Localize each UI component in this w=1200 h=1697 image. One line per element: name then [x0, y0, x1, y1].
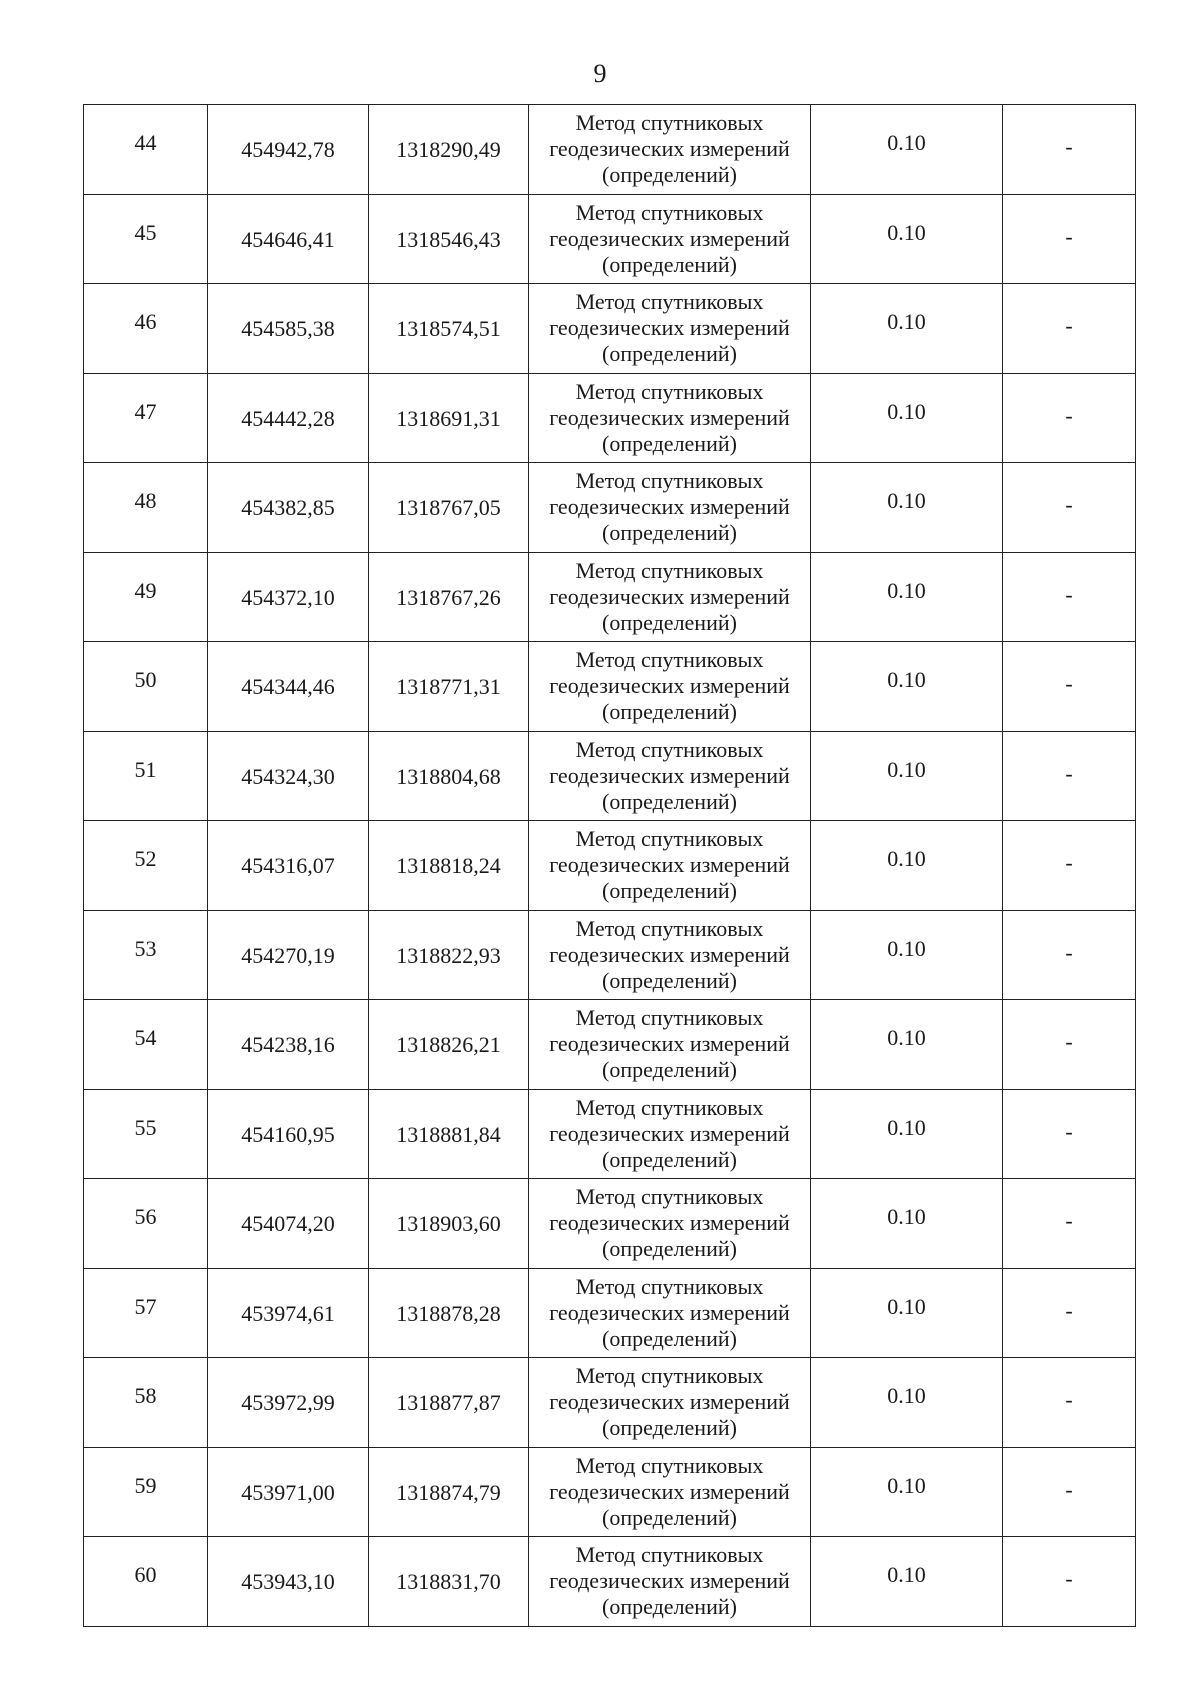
- accuracy-cell: 0.10: [811, 642, 1003, 732]
- method-cell: [529, 373, 811, 463]
- y-coordinate-cell: 1318574,51: [369, 284, 529, 374]
- point-number-cell: 60: [84, 1537, 208, 1627]
- table-row: [84, 731, 1136, 821]
- point-number-cell: 48: [84, 463, 208, 553]
- y-coordinate-cell: 1318826,21: [369, 1000, 529, 1090]
- note-cell: -: [1003, 284, 1136, 374]
- note-cell: -: [1003, 1537, 1136, 1627]
- method-cell: [529, 1358, 811, 1448]
- y-coordinate-cell: 1318546,43: [369, 194, 529, 284]
- coordinates-table: [83, 104, 1136, 1627]
- method-cell: [529, 1179, 811, 1269]
- method-text-line: Метод спутниковых: [575, 1184, 764, 1210]
- point-number-cell: 52: [84, 821, 208, 911]
- method-text-line: геодезических измерений: [549, 1389, 790, 1415]
- note-cell: -: [1003, 642, 1136, 732]
- note-cell: -: [1003, 1358, 1136, 1448]
- method-text-line: Метод спутниковых: [575, 1363, 764, 1389]
- x-coordinate-cell: 454585,38: [208, 284, 369, 374]
- table-row: [84, 373, 1136, 463]
- table-row: [84, 463, 1136, 553]
- method-text-line: Метод спутниковых: [575, 647, 764, 673]
- method-text-line: (определений): [602, 1057, 737, 1083]
- method-text-line: Метод спутниковых: [575, 289, 764, 315]
- accuracy-cell: 0.10: [811, 1000, 1003, 1090]
- method-text-line: (определений): [602, 699, 737, 725]
- y-coordinate-cell: 1318877,87: [369, 1358, 529, 1448]
- method-text-line: (определений): [602, 788, 737, 814]
- accuracy-cell: 0.10: [811, 105, 1003, 195]
- note-cell: -: [1003, 910, 1136, 1000]
- coordinates-table-body: [84, 105, 1136, 1627]
- y-coordinate-cell: 1318771,31: [369, 642, 529, 732]
- y-coordinate-cell: 1318818,24: [369, 821, 529, 911]
- y-coordinate-cell: 1318691,31: [369, 373, 529, 463]
- x-coordinate-cell: 454238,16: [208, 1000, 369, 1090]
- page-number: 9: [593, 59, 607, 88]
- method-text-line: (определений): [602, 1504, 737, 1530]
- accuracy-cell: 0.10: [811, 373, 1003, 463]
- point-number-cell: 51: [84, 731, 208, 821]
- method-cell: [529, 463, 811, 553]
- method-cell: [529, 821, 811, 911]
- method-cell: [529, 1000, 811, 1090]
- method-cell: [529, 910, 811, 1000]
- table-row: [84, 1358, 1136, 1448]
- note-cell: -: [1003, 194, 1136, 284]
- y-coordinate-cell: 1318831,70: [369, 1537, 529, 1627]
- y-coordinate-cell: 1318290,49: [369, 105, 529, 195]
- table-row: [84, 1447, 1136, 1537]
- y-coordinate-cell: 1318767,05: [369, 463, 529, 553]
- method-text-line: Метод спутниковых: [575, 915, 764, 941]
- accuracy-cell: 0.10: [811, 1358, 1003, 1448]
- method-cell: [529, 1447, 811, 1537]
- point-number-cell: 49: [84, 552, 208, 642]
- point-number-cell: 50: [84, 642, 208, 732]
- method-text-line: геодезических измерений: [549, 583, 790, 609]
- table-row: [84, 1268, 1136, 1358]
- method-text-line: (определений): [602, 1325, 737, 1351]
- method-text-line: Метод спутниковых: [575, 826, 764, 852]
- accuracy-cell: 0.10: [811, 1447, 1003, 1537]
- accuracy-cell: 0.10: [811, 731, 1003, 821]
- accuracy-cell: 0.10: [811, 284, 1003, 374]
- method-cell: [529, 1268, 811, 1358]
- x-coordinate-cell: 454324,30: [208, 731, 369, 821]
- note-cell: -: [1003, 373, 1136, 463]
- x-coordinate-cell: 454442,28: [208, 373, 369, 463]
- y-coordinate-cell: 1318804,68: [369, 731, 529, 821]
- x-coordinate-cell: 454646,41: [208, 194, 369, 284]
- accuracy-cell: 0.10: [811, 821, 1003, 911]
- table-row: [84, 105, 1136, 195]
- note-cell: -: [1003, 552, 1136, 642]
- point-number-cell: 46: [84, 284, 208, 374]
- table-row: [84, 642, 1136, 732]
- accuracy-cell: 0.10: [811, 910, 1003, 1000]
- method-text-line: (определений): [602, 967, 737, 993]
- method-cell: [529, 1089, 811, 1179]
- note-cell: -: [1003, 1447, 1136, 1537]
- method-text-line: геодезических измерений: [549, 494, 790, 520]
- y-coordinate-cell: 1318903,60: [369, 1179, 529, 1269]
- accuracy-cell: 0.10: [811, 1268, 1003, 1358]
- accuracy-cell: 0.10: [811, 194, 1003, 284]
- y-coordinate-cell: 1318878,28: [369, 1268, 529, 1358]
- x-coordinate-cell: 454316,07: [208, 821, 369, 911]
- method-text-line: геодезических измерений: [549, 225, 790, 251]
- x-coordinate-cell: 454160,95: [208, 1089, 369, 1179]
- table-row: [84, 194, 1136, 284]
- method-text-line: геодезических измерений: [549, 1120, 790, 1146]
- point-number-cell: 58: [84, 1358, 208, 1448]
- accuracy-cell: 0.10: [811, 463, 1003, 553]
- method-text-line: геодезических измерений: [549, 852, 790, 878]
- method-text-line: геодезических измерений: [549, 1478, 790, 1504]
- method-text-line: Метод спутниковых: [575, 1005, 764, 1031]
- table-row: [84, 1000, 1136, 1090]
- method-cell: [529, 552, 811, 642]
- method-text-line: Метод спутниковых: [575, 378, 764, 404]
- method-text-line: геодезических измерений: [549, 136, 790, 162]
- method-text-line: (определений): [602, 162, 737, 188]
- method-text-line: геодезических измерений: [549, 941, 790, 967]
- point-number-cell: 44: [84, 105, 208, 195]
- method-cell: [529, 1537, 811, 1627]
- note-cell: -: [1003, 1000, 1136, 1090]
- method-cell: [529, 194, 811, 284]
- method-text-line: Метод спутниковых: [575, 1094, 764, 1120]
- point-number-cell: 55: [84, 1089, 208, 1179]
- method-text-line: Метод спутниковых: [575, 1542, 764, 1568]
- accuracy-cell: 0.10: [811, 1179, 1003, 1269]
- method-text-line: геодезических измерений: [549, 762, 790, 788]
- point-number-cell: 45: [84, 194, 208, 284]
- method-text-line: (определений): [602, 1594, 737, 1620]
- method-text-line: геодезических измерений: [549, 673, 790, 699]
- table-row: [84, 821, 1136, 911]
- method-text-line: (определений): [602, 430, 737, 456]
- accuracy-cell: 0.10: [811, 1089, 1003, 1179]
- method-text-line: Метод спутниковых: [575, 1273, 764, 1299]
- table-row: [84, 1179, 1136, 1269]
- method-text-line: Метод спутниковых: [575, 110, 764, 136]
- method-text-line: (определений): [602, 1236, 737, 1262]
- method-text-line: геодезических измерений: [549, 1568, 790, 1594]
- point-number-cell: 57: [84, 1268, 208, 1358]
- method-text-line: геодезических измерений: [549, 1299, 790, 1325]
- y-coordinate-cell: 1318874,79: [369, 1447, 529, 1537]
- x-coordinate-cell: 454942,78: [208, 105, 369, 195]
- method-text-line: Метод спутниковых: [575, 736, 764, 762]
- x-coordinate-cell: 453972,99: [208, 1358, 369, 1448]
- x-coordinate-cell: 453974,61: [208, 1268, 369, 1358]
- method-text-line: (определений): [602, 1415, 737, 1441]
- table-row: [84, 1089, 1136, 1179]
- x-coordinate-cell: 453971,00: [208, 1447, 369, 1537]
- method-text-line: Метод спутниковых: [575, 199, 764, 225]
- note-cell: -: [1003, 731, 1136, 821]
- note-cell: -: [1003, 1179, 1136, 1269]
- method-text-line: Метод спутниковых: [575, 468, 764, 494]
- method-text-line: (определений): [602, 341, 737, 367]
- table-row: [84, 284, 1136, 374]
- method-text-line: (определений): [602, 1146, 737, 1172]
- method-text-line: геодезических измерений: [549, 1031, 790, 1057]
- x-coordinate-cell: 454382,85: [208, 463, 369, 553]
- accuracy-cell: 0.10: [811, 1537, 1003, 1627]
- table-row: [84, 552, 1136, 642]
- point-number-cell: 54: [84, 1000, 208, 1090]
- method-text-line: геодезических измерений: [549, 315, 790, 341]
- x-coordinate-cell: 454344,46: [208, 642, 369, 732]
- method-text-line: (определений): [602, 878, 737, 904]
- table-row: [84, 1537, 1136, 1627]
- note-cell: -: [1003, 105, 1136, 195]
- method-cell: [529, 284, 811, 374]
- note-cell: -: [1003, 463, 1136, 553]
- note-cell: -: [1003, 1268, 1136, 1358]
- y-coordinate-cell: 1318822,93: [369, 910, 529, 1000]
- x-coordinate-cell: 454372,10: [208, 552, 369, 642]
- table-row: [84, 910, 1136, 1000]
- method-text-line: Метод спутниковых: [575, 1452, 764, 1478]
- accuracy-cell: 0.10: [811, 552, 1003, 642]
- x-coordinate-cell: 454074,20: [208, 1179, 369, 1269]
- point-number-cell: 59: [84, 1447, 208, 1537]
- method-cell: [529, 731, 811, 821]
- x-coordinate-cell: 453943,10: [208, 1537, 369, 1627]
- x-coordinate-cell: 454270,19: [208, 910, 369, 1000]
- note-cell: -: [1003, 1089, 1136, 1179]
- method-cell: [529, 105, 811, 195]
- method-text-line: геодезических измерений: [549, 1210, 790, 1236]
- method-text-line: геодезических измерений: [549, 404, 790, 430]
- note-cell: -: [1003, 821, 1136, 911]
- method-cell: [529, 642, 811, 732]
- point-number-cell: 53: [84, 910, 208, 1000]
- point-number-cell: 56: [84, 1179, 208, 1269]
- point-number-cell: 47: [84, 373, 208, 463]
- y-coordinate-cell: 1318767,26: [369, 552, 529, 642]
- method-text-line: Метод спутниковых: [575, 557, 764, 583]
- method-text-line: (определений): [602, 251, 737, 277]
- method-text-line: (определений): [602, 609, 737, 635]
- y-coordinate-cell: 1318881,84: [369, 1089, 529, 1179]
- method-text-line: (определений): [602, 520, 737, 546]
